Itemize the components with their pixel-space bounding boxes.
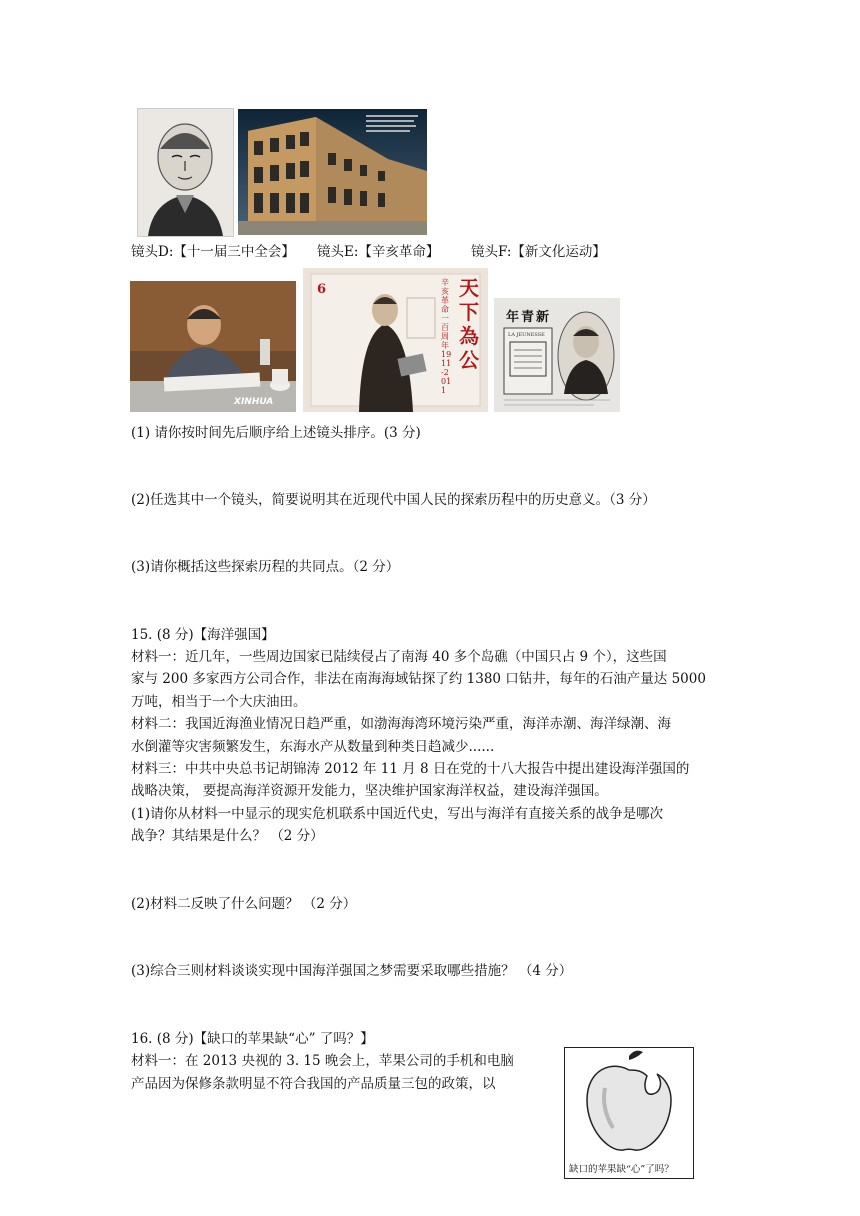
sun-yat-sen-stamp-image [303, 268, 488, 412]
s15-material-2-line-1: 材料二：我国近海渔业情况日趋严重，如渤海海湾环境污染严重，海洋赤潮、海洋绿潮、海 [131, 716, 671, 732]
poster-vertical-title: 辛亥革命一百周年 1911-2011 [441, 278, 452, 395]
xinhua-watermark: XINHUA [234, 397, 274, 407]
s14-question-1: (1) 请你按时间先后顺序给上述镜头排序。(3 分) [131, 425, 421, 441]
poster-slogan: 天下為公 [459, 276, 479, 372]
s15-question-2: (2)材料二反映了什么问题？ （2 分） [131, 896, 357, 912]
deng-xiaoping-photo [130, 281, 296, 412]
lens-d-label: 镜头D:【十一届三中全会】 [131, 244, 295, 260]
s15-material-3-line-2: 战略决策， 要提高海洋资源开发能力，坚决维护国家海洋权益，建设海洋强国。 [131, 783, 608, 799]
s14-question-2: (2)任选其中一个镜头，简要说明其在近现代中国人民的探索历程中的历史意义。（3 分） [131, 492, 656, 508]
s16-material-1-line-2: 产品因为保修条款明显不符合我国的产品质量三包的政策，以 [131, 1076, 496, 1092]
s16-material-1-line-1: 材料一：在 2013 央视的 3. 15 晚会上，苹果公司的手机和电脑 [131, 1053, 514, 1069]
s15-question-1-line-2: 战争？其结果是什么？ （2 分） [131, 828, 324, 844]
s15-heading: 15. (8 分)【海洋强国】 [131, 627, 275, 643]
s15-material-2-line-2: 水倒灌等灾害频繁发生，东海水产从数量到种类日趋减少...... [131, 739, 495, 755]
lens-f-label: 镜头F:【新文化运动】 [471, 244, 606, 260]
apple-cartoon-image [564, 1047, 694, 1179]
factory-building-photo [238, 109, 427, 235]
s14-question-3: (3)请你概括这些探索历程的共同点。（2 分） [131, 559, 400, 575]
apple-caption: 缺口的苹果缺“心”了吗？ [569, 1164, 674, 1175]
stamp-value: 6 [317, 282, 327, 297]
s15-material-3-line-1: 材料三：中共中央总书记胡锦涛 2012 年 11 月 8 日在党的十八大报告中提出建设海洋强国的 [131, 761, 690, 777]
s15-material-1-line-2: 家与 200 多家西方公司合作，非法在南海海域钻探了约 1380 口钻井，每年的石油产量达 5000 [131, 671, 706, 687]
s16-heading: 16. (8 分)【缺口的苹果缺“心” 了吗？】 [131, 1031, 374, 1047]
s15-question-1-line-1: (1)请你从材料一中显示的现实危机联系中国近代史，写出与海洋有直接关系的战争是哪次 [131, 806, 664, 822]
s15-material-1-line-3: 万吨，相当于一个大庆油田。 [131, 694, 307, 710]
magazine-title: 年青新 [506, 310, 552, 325]
magazine-subtitle: LA JEUNESSE [508, 332, 545, 338]
s15-question-3: (3)综合三则材料谈谈实现中国海洋强国之梦需要采取哪些措施？ （4 分） [131, 963, 573, 979]
lens-e-label: 镜头E:【辛亥革命】 [317, 244, 440, 260]
s15-material-1-line-1: 材料一：近几年，一些周边国家已陆续侵占了南海 40 多个岛礁（中国只占 9 个），这些国 [131, 649, 667, 665]
new-youth-magazine-image [494, 298, 620, 412]
portrait-photo [137, 108, 234, 237]
